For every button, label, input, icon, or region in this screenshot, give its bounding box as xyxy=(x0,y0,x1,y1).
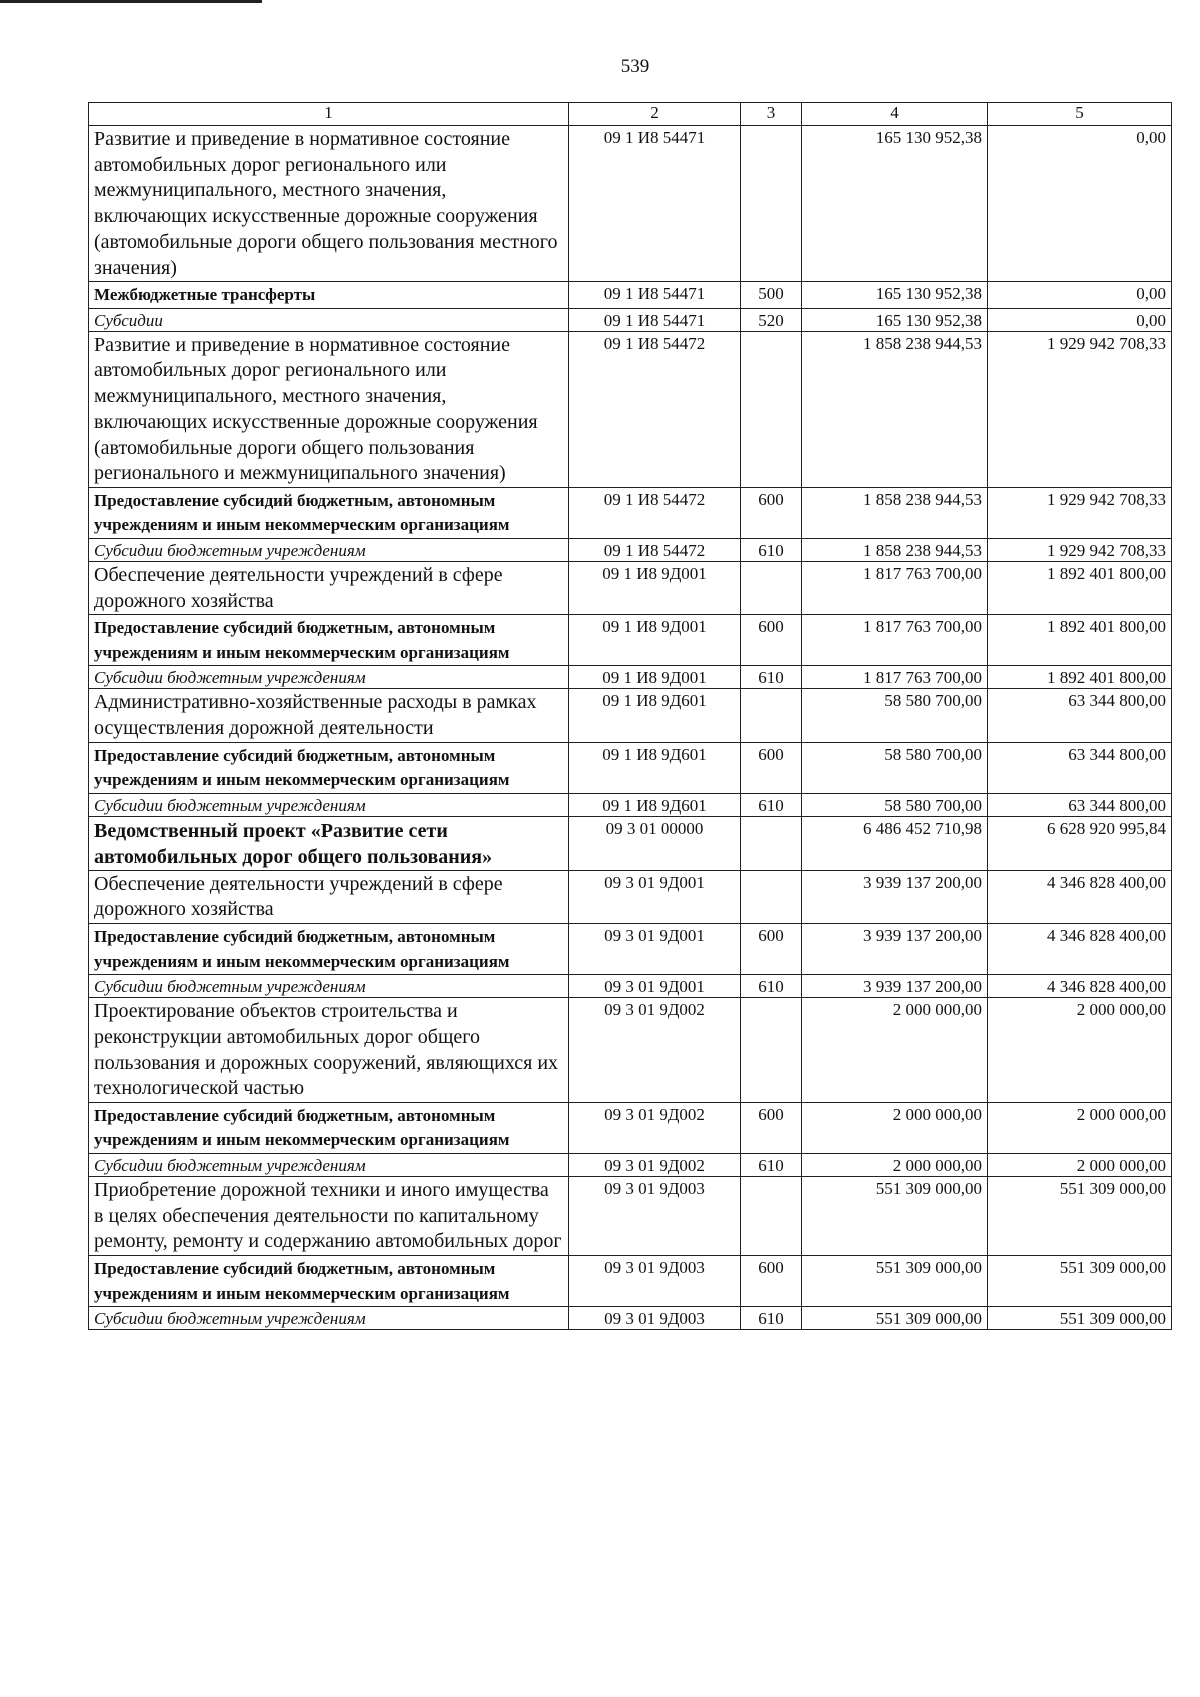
target-code: 09 3 01 9Д003 xyxy=(569,1307,741,1330)
amount-year-1: 3 939 137 200,00 xyxy=(802,870,988,923)
expense-type-code xyxy=(741,331,802,487)
expense-name: Предоставление субсидий бюджетным, автономным учреждениям и иным некоммерческим организациям xyxy=(89,487,569,538)
amount-year-1: 3 939 137 200,00 xyxy=(802,924,988,975)
expense-type-code xyxy=(741,1176,802,1255)
expense-type-code xyxy=(741,689,802,742)
target-code: 09 3 01 9Д002 xyxy=(569,1102,741,1153)
amount-year-1: 3 939 137 200,00 xyxy=(802,975,988,998)
amount-year-2: 2 000 000,00 xyxy=(988,1153,1172,1176)
expense-name: Субсидии бюджетным учреждениям xyxy=(89,1307,569,1330)
amount-year-1: 58 580 700,00 xyxy=(802,793,988,816)
target-code: 09 1 И8 9Д001 xyxy=(569,561,741,614)
table-row xyxy=(89,666,1172,689)
amount-year-2: 2 000 000,00 xyxy=(988,998,1172,1103)
amount-year-2: 1 929 942 708,33 xyxy=(988,331,1172,487)
amount-year-1: 1 817 763 700,00 xyxy=(802,666,988,689)
table-row xyxy=(89,742,1172,793)
table-row xyxy=(89,538,1172,561)
amount-year-2: 1 929 942 708,33 xyxy=(988,487,1172,538)
amount-year-1: 551 309 000,00 xyxy=(802,1307,988,1330)
expense-type-code xyxy=(741,998,802,1103)
amount-year-2: 551 309 000,00 xyxy=(988,1176,1172,1255)
table-row xyxy=(89,1256,1172,1307)
target-code: 09 3 01 9Д002 xyxy=(569,998,741,1103)
amount-year-2: 63 344 800,00 xyxy=(988,689,1172,742)
amount-year-2: 63 344 800,00 xyxy=(988,742,1172,793)
expense-name: Предоставление субсидий бюджетным, автономным учреждениям и иным некоммерческим организациям xyxy=(89,1102,569,1153)
column-header: 3 xyxy=(741,103,802,126)
table-row xyxy=(89,998,1172,1103)
expense-type-code: 600 xyxy=(741,924,802,975)
target-code: 09 1 И8 9Д601 xyxy=(569,689,741,742)
expense-type-code: 520 xyxy=(741,308,802,331)
expense-type-code: 610 xyxy=(741,1153,802,1176)
amount-year-2: 6 628 920 995,84 xyxy=(988,816,1172,870)
expense-type-code xyxy=(741,126,802,282)
amount-year-2: 63 344 800,00 xyxy=(988,793,1172,816)
amount-year-1: 165 130 952,38 xyxy=(802,308,988,331)
expense-name: Административно-хозяйственные расходы в рамках осуществления дорожной деятельности xyxy=(89,689,569,742)
expense-name: Субсидии бюджетным учреждениям xyxy=(89,1153,569,1176)
expense-type-code: 500 xyxy=(741,282,802,309)
target-code: 09 3 01 9Д003 xyxy=(569,1256,741,1307)
expense-name: Развитие и приведение в нормативное состояние автомобильных дорог регионального или межмуниципального, местного значения, включающих искусственные дорожные сооружения (автомобильные дороги общего пользования местного значения) xyxy=(89,126,569,282)
expense-type-code: 610 xyxy=(741,538,802,561)
expense-name: Обеспечение деятельности учреждений в сфере дорожного хозяйства xyxy=(89,561,569,614)
header-row xyxy=(89,103,1172,126)
amount-year-2: 0,00 xyxy=(988,126,1172,282)
amount-year-1: 1 817 763 700,00 xyxy=(802,615,988,666)
table-row xyxy=(89,1102,1172,1153)
amount-year-2: 551 309 000,00 xyxy=(988,1256,1172,1307)
amount-year-2: 0,00 xyxy=(988,282,1172,309)
expense-type-code: 610 xyxy=(741,666,802,689)
table-body xyxy=(89,126,1172,1330)
expense-name: Предоставление субсидий бюджетным, автономным учреждениям и иным некоммерческим организациям xyxy=(89,1256,569,1307)
amount-year-2: 4 346 828 400,00 xyxy=(988,870,1172,923)
target-code: 09 3 01 00000 xyxy=(569,816,741,870)
expense-type-code xyxy=(741,561,802,614)
amount-year-1: 2 000 000,00 xyxy=(802,998,988,1103)
expense-name: Субсидии бюджетным учреждениям xyxy=(89,793,569,816)
amount-year-1: 1 858 238 944,53 xyxy=(802,538,988,561)
amount-year-2: 4 346 828 400,00 xyxy=(988,924,1172,975)
expense-name: Межбюджетные трансферты xyxy=(89,282,569,309)
target-code: 09 1 И8 9Д001 xyxy=(569,615,741,666)
amount-year-1: 1 817 763 700,00 xyxy=(802,561,988,614)
expense-type-code: 600 xyxy=(741,487,802,538)
expense-name: Субсидии бюджетным учреждениям xyxy=(89,975,569,998)
amount-year-2: 1 929 942 708,33 xyxy=(988,538,1172,561)
target-code: 09 1 И8 54472 xyxy=(569,538,741,561)
table-row xyxy=(89,126,1172,282)
expense-name: Предоставление субсидий бюджетным, автономным учреждениям и иным некоммерческим организациям xyxy=(89,924,569,975)
expense-type-code: 600 xyxy=(741,615,802,666)
target-code: 09 1 И8 9Д601 xyxy=(569,793,741,816)
target-code: 09 1 И8 9Д601 xyxy=(569,742,741,793)
expense-name: Субсидии бюджетным учреждениям xyxy=(89,666,569,689)
target-code: 09 1 И8 54472 xyxy=(569,487,741,538)
target-code: 09 3 01 9Д001 xyxy=(569,975,741,998)
scan-edge-line xyxy=(0,0,262,3)
amount-year-2: 1 892 401 800,00 xyxy=(988,615,1172,666)
amount-year-1: 2 000 000,00 xyxy=(802,1153,988,1176)
target-code: 09 3 01 9Д001 xyxy=(569,924,741,975)
amount-year-2: 1 892 401 800,00 xyxy=(988,561,1172,614)
target-code: 09 1 И8 54471 xyxy=(569,308,741,331)
expense-type-code: 610 xyxy=(741,975,802,998)
table-row xyxy=(89,615,1172,666)
amount-year-2: 551 309 000,00 xyxy=(988,1307,1172,1330)
amount-year-1: 1 858 238 944,53 xyxy=(802,331,988,487)
expense-name: Обеспечение деятельности учреждений в сфере дорожного хозяйства xyxy=(89,870,569,923)
target-code: 09 1 И8 54471 xyxy=(569,126,741,282)
amount-year-1: 165 130 952,38 xyxy=(802,282,988,309)
expense-type-code: 600 xyxy=(741,742,802,793)
expense-type-code: 610 xyxy=(741,1307,802,1330)
table-row xyxy=(89,793,1172,816)
amount-year-1: 165 130 952,38 xyxy=(802,126,988,282)
target-code: 09 1 И8 54472 xyxy=(569,331,741,487)
amount-year-2: 1 892 401 800,00 xyxy=(988,666,1172,689)
expense-name: Субсидии бюджетным учреждениям xyxy=(89,538,569,561)
amount-year-1: 2 000 000,00 xyxy=(802,1102,988,1153)
column-header: 5 xyxy=(988,103,1172,126)
table-row xyxy=(89,331,1172,487)
expense-name: Приобретение дорожной техники и иного имущества в целях обеспечения деятельности по капитальному ремонту, ремонту и содержанию автомобильных дорог xyxy=(89,1176,569,1255)
table-row xyxy=(89,816,1172,870)
expense-name: Субсидии xyxy=(89,308,569,331)
table-row xyxy=(89,561,1172,614)
expense-type-code: 600 xyxy=(741,1102,802,1153)
amount-year-1: 6 486 452 710,98 xyxy=(802,816,988,870)
table-row xyxy=(89,870,1172,923)
amount-year-1: 58 580 700,00 xyxy=(802,689,988,742)
amount-year-2: 2 000 000,00 xyxy=(988,1102,1172,1153)
table-row xyxy=(89,1176,1172,1255)
target-code: 09 3 01 9Д001 xyxy=(569,870,741,923)
expense-type-code xyxy=(741,870,802,923)
budget-table xyxy=(88,102,1172,1330)
table-row xyxy=(89,487,1172,538)
table-row xyxy=(89,689,1172,742)
target-code: 09 3 01 9Д002 xyxy=(569,1153,741,1176)
table-row xyxy=(89,282,1172,309)
expense-name: Предоставление субсидий бюджетным, автономным учреждениям и иным некоммерческим организациям xyxy=(89,615,569,666)
amount-year-1: 551 309 000,00 xyxy=(802,1176,988,1255)
target-code: 09 1 И8 9Д001 xyxy=(569,666,741,689)
table-row xyxy=(89,975,1172,998)
expense-name: Ведомственный проект «Развитие сети автомобильных дорог общего пользования» xyxy=(89,816,569,870)
target-code: 09 1 И8 54471 xyxy=(569,282,741,309)
table-row xyxy=(89,1153,1172,1176)
column-header: 2 xyxy=(569,103,741,126)
expense-name: Развитие и приведение в нормативное состояние автомобильных дорог регионального или межмуниципального, местного значения, включающих искусственные дорожные сооружения (автомобильные дороги общего пользования регионального и межмуниципального значения) xyxy=(89,331,569,487)
expense-type-code xyxy=(741,816,802,870)
table-row xyxy=(89,1307,1172,1330)
page-number: 539 xyxy=(620,56,650,77)
column-header: 1 xyxy=(89,103,569,126)
amount-year-2: 0,00 xyxy=(988,308,1172,331)
table-row xyxy=(89,308,1172,331)
amount-year-2: 4 346 828 400,00 xyxy=(988,975,1172,998)
amount-year-1: 1 858 238 944,53 xyxy=(802,487,988,538)
target-code: 09 3 01 9Д003 xyxy=(569,1176,741,1255)
expense-type-code: 600 xyxy=(741,1256,802,1307)
amount-year-1: 551 309 000,00 xyxy=(802,1256,988,1307)
amount-year-1: 58 580 700,00 xyxy=(802,742,988,793)
expense-type-code: 610 xyxy=(741,793,802,816)
column-header: 4 xyxy=(802,103,988,126)
expense-name: Предоставление субсидий бюджетным, автономным учреждениям и иным некоммерческим организациям xyxy=(89,742,569,793)
table-row xyxy=(89,924,1172,975)
expense-name: Проектирование объектов строительства и реконструкции автомобильных дорог общего пользования и дорожных сооружений, являющихся их технологической частью xyxy=(89,998,569,1103)
